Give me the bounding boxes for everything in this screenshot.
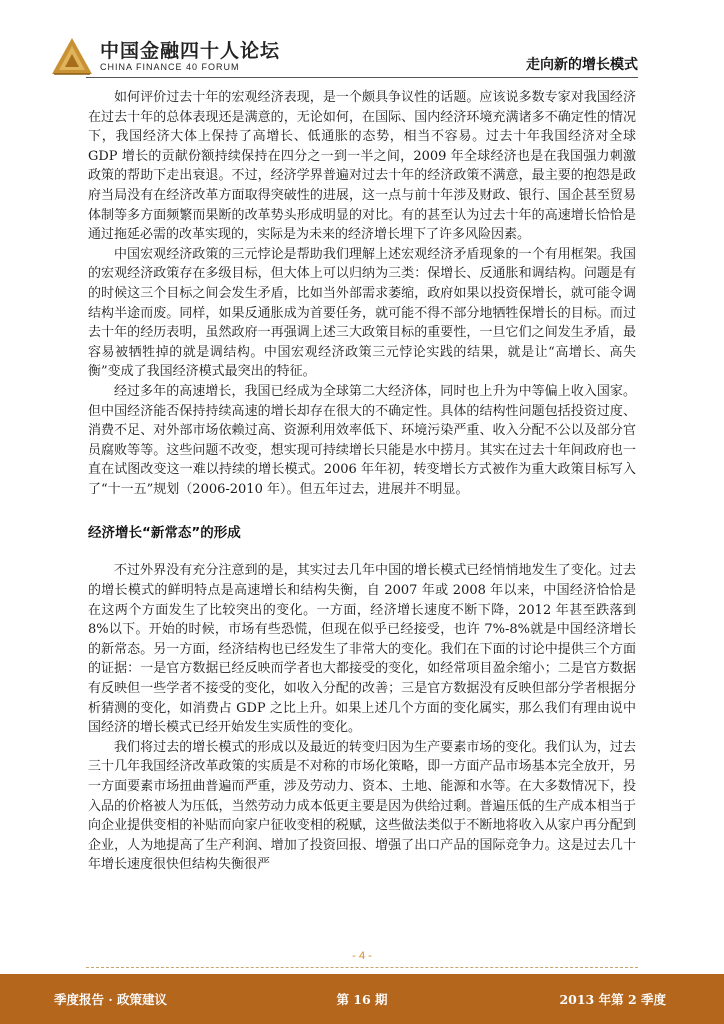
page-header xyxy=(0,0,724,80)
forum-name-en: CHINA FINANCE 40 FORUM xyxy=(100,62,240,72)
paragraph-2: 中国宏观经济政策的三元悖论是帮助我们理解上述宏观经济矛盾现象的一个有用框架。我国的宏观经济政策存在多级目标，但大体上可以归纳为三类：保增长、反通胀和调结构。问题是有的时候这三个目标之间会发生矛盾，比如当外部需求萎缩，政府如果以投资保增长，就可能令调结构半途而废。同样，如果反通胀成为首要任务，就可能不得不部分地牺牲保增长的目标。而过去十年的经历表明，虽然政府一再强调上述三大政策目标的重要性，一旦它们之间发生矛盾，最容易被牺牲掉的就是调结构。中国宏观经济政策三元悖论实践的结果，就是让“高增长、高失衡”变成了我国经济模式最突出的特征。 xyxy=(88,246,636,380)
section-heading: 经济增长“新常态”的形成 xyxy=(88,525,241,542)
page-number: - 4 - xyxy=(352,950,372,962)
footer-series-label: 季度报告 · 政策建议 xyxy=(54,992,168,1007)
paragraph-5: 我们将过去的增长模式的形成以及最近的转变归因为生产要素市场的变化。我们认为，过去三十几年我国经济改革政策的实质是不对称的市场化策略，即一方面产品市场基本完全放开，另一方面要素市场扭曲普遍而严重，涉及劳动力、资本、土地、能源和水等。在大多数情况下，投入品的价格被人为压低，当然劳动力成本低更主要是因为供给过剩。普遍压低的生产成本相当于向企业提供变相的补贴而向家户征收变相的税赋，这些做法类似于不断地将收入从家户再分配到企业，人为地提高了生产利润、增加了投资回报、增强了出口产品的国际竞争力。这是过去几十年增长速度很快但结构失衡很严 xyxy=(88,739,636,873)
footer-issue-label: 第 16 期 xyxy=(336,992,388,1007)
article-body xyxy=(88,88,636,875)
header-divider xyxy=(86,77,638,78)
footer-quarter-label: 2013 年第 2 季度 xyxy=(559,992,666,1007)
paragraph-1: 如何评价过去十年的宏观经济表现，是一个颇具争议性的话题。应该说多数专家对我国经济在过去十年的总体表现还是满意的，无论如何，在国际、国内经济环境充满诸多不确定性的情况下，我国经济大体上保持了高增长、低通胀的态势，相当不容易。过去十年我国经济对全球 GDP 增长的贡献份额持续保持在四分之一到一半之间，2009 年全球经济也是在我国强力刺激政策的帮助下走出衰退。不过，经济学界普遍对过去十年的经济政策不满意，最主要的抱怨是政府当局没有在经济改革方面取得突破性的进展，这一点与前十年涉及财政、银行、国企甚至贸易体制等多方面频繁而果断的改革势头形成明显的对比。有的甚至认为过去十年的高速增长恰恰是通过拖延必需的改革实现的，实际是为未来的经济增长埋下了许多风险因素。 xyxy=(88,90,636,243)
forum-logo-icon xyxy=(50,36,94,76)
paragraph-3: 经过多年的高速增长，我国已经成为全球第二大经济体，同时也上升为中等偏上收入国家。但中国经济能否保持持续高速的增长却存在很大的不确定性。具体的结构性问题包括投资过度、消费不足、对外部市场依赖过高、资源利用效率低下、环境污染严重、收入分配不公以及部分官员腐败等等。这些问题不改变，想实现可持续增长只能是水中捞月。其实在过去十年间政府也一直在试图改变这一难以持续的增长模式。2006 年年初，转变增长方式被作为重大政策目标写入了“十一五”规划（2006-2010 年）。但五年过去，进展并不明显。 xyxy=(88,383,636,497)
report-title: 走向新的增长模式 xyxy=(526,57,638,73)
footer-divider xyxy=(86,967,638,968)
paragraph-4: 不过外界没有充分注意到的是，其实过去几年中国的增长模式已经悄悄地发生了变化。过去的增长模式的鲜明特点是高速增长和结构失衡，自 2007 年或 2008 年以来，中国经济恰恰是在这两个方面发生了比较突出的变化。一方面，经济增长速度不断下降，2012 年甚至跌落到 8%以下。开始的时候，市场有些恐慌，但现在似乎已经接受，也许 7%-8%就是中国经济增长的新常态。另一方面，经济结构也已经发生了非常大的变化。我们在下面的讨论中提供三个方面的证据：一是官方数据已经反映而学者也大都接受的变化，如经常项目盈余缩小；二是官方数据有反映但一些学者不接受的变化，如收入分配的改善；三是官方数据没有反映但部分学者根据分析猜测的变化，如消费占 GDP 之比上升。如果上述几个方面的变化属实，那么我们有理由说中国经济的增长模式已经开始发生实质性的变化。 xyxy=(88,563,636,736)
forum-name-cn: 中国金融四十人论坛 xyxy=(100,40,281,62)
page-footer xyxy=(0,974,724,1024)
